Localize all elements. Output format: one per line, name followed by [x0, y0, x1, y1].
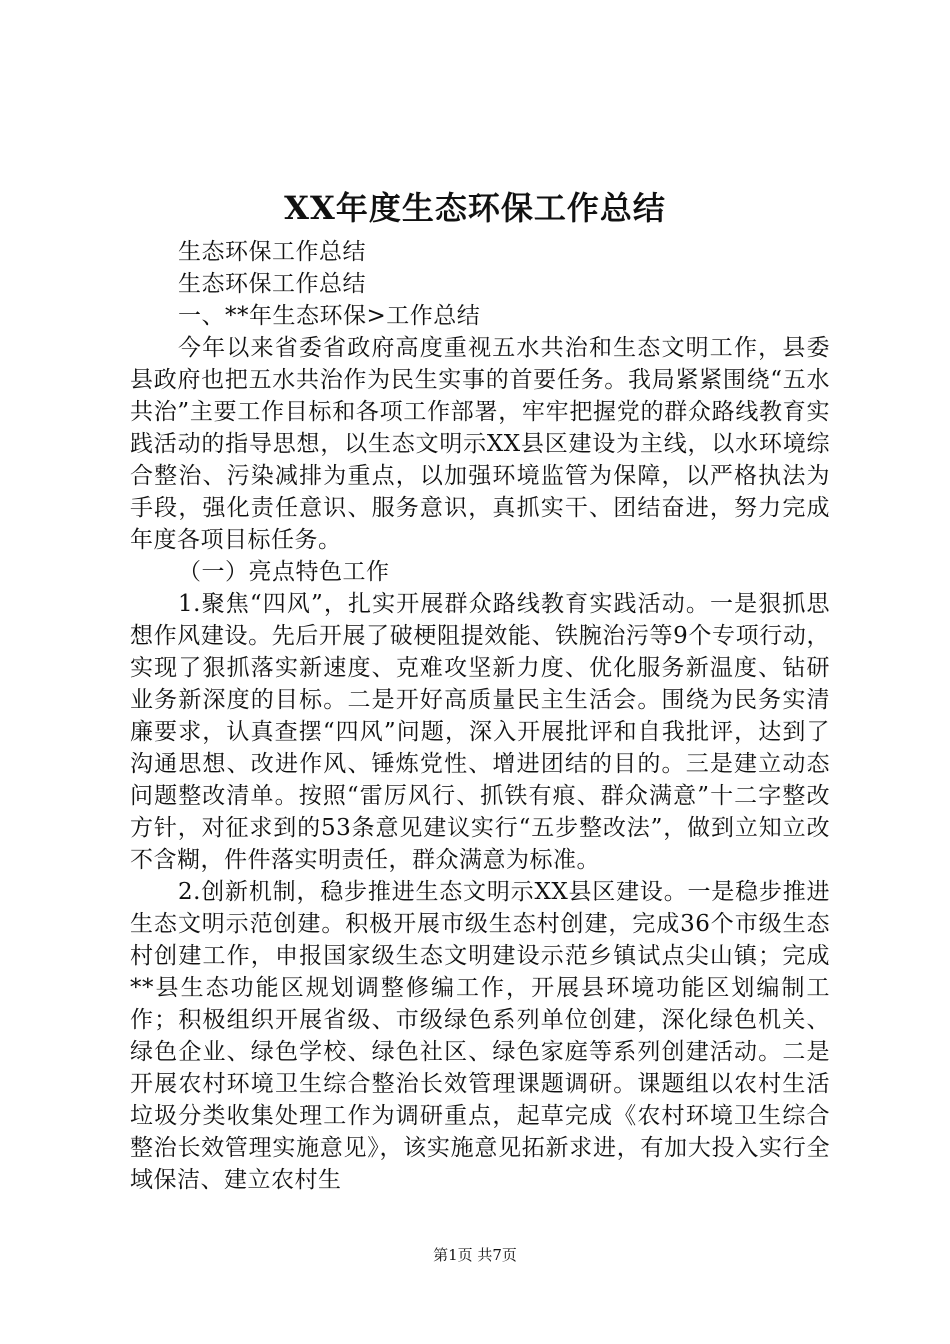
- paragraph-heading-2: 生态环保工作总结: [178, 271, 366, 297]
- page-footer: 第1页 共7页: [433, 1246, 517, 1264]
- paragraph-item-2: 2.创新机制，稳步推进生态文明示XX县区建设。一是稳步推进生态文明示范创建。积极开展市级生态村创建，完成36个市级生态村创建工作，申报国家级生态文明建设示范乡镇试点尖山镇；完成**县生态功能区规划调整修编工作，开展县环境功能区划编制工作；积极组织开展省级、市级绿色系列单位创建，深化绿色机关、绿色企业、绿色学校、绿色社区、绿色家庭等系列创建活动。二是开展农村环境卫生综合整治长效管理课题调研。课题组以农村生活垃圾分类收集处理工作为调研重点，起草完成《农村环境卫生综合整治长效管理实施意见》，该实施意见拓新求进，有加大投入实行全域保洁、建立农村生: [130, 879, 830, 1193]
- document-body: [130, 236, 830, 1196]
- subsection-heading: （一）亮点特色工作: [178, 559, 390, 585]
- document-title: XX年度生态环保工作总结: [284, 189, 666, 227]
- paragraph-heading-1: 生态环保工作总结: [178, 239, 366, 265]
- paragraph-item-1: 1.聚焦“四风”，扎实开展群众路线教育实践活动。一是狠抓思想作风建设。先后开展了破梗阻提效能、铁腕治污等9个专项行动，实现了狠抓落实新速度、克难攻坚新力度、优化服务新温度、钻研业务新深度的目标。二是开好高质量民主生活会。围绕为民务实清廉要求，认真查摆“四风”问题，深入开展批评和自我批评，达到了沟通思想、改进作风、锤炼党性、增进团结的目的。三是建立动态问题整改清单。按照“雷厉风行、抓铁有痕、群众满意”十二字整改方针，对征求到的53条意见建议实行“五步整改法”，做到立知立改不含糊，件件落实明责任，群众满意为标准。: [130, 591, 830, 873]
- section-heading: 一、**年生态环保>工作总结: [178, 303, 481, 329]
- paragraph-intro: 今年以来省委省政府高度重视五水共治和生态文明工作，县委县政府也把五水共治作为民生实事的首要任务。我局紧紧围绕“五水共治”主要工作目标和各项工作部署，牢牢把握党的群众路线教育实践活动的指导思想，以生态文明示XX县区建设为主线，以水环境综合整治、污染减排为重点，以加强环境监管为保障，以严格执法为手段，强化责任意识、服务意识，真抓实干、团结奋进，努力完成年度各项目标任务。: [130, 335, 830, 553]
